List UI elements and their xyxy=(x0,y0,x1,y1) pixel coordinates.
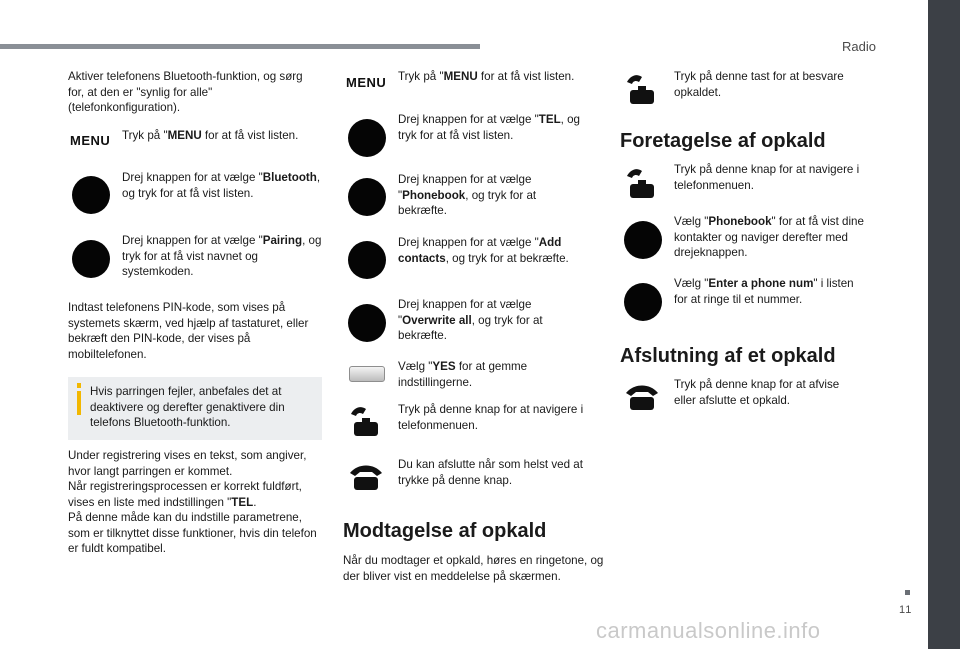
receive-call-text: Når du modtager et opkald, høres en ringetone, og der bliver vist en meddelelse på skærmen. xyxy=(343,554,604,583)
registration-text-2: Når registreringsprocessen er korrekt fuldført, vises en liste med indstillingen "TEL. xyxy=(68,480,302,509)
rotary-knob-icon xyxy=(72,176,110,214)
phone-pickup-icon xyxy=(624,166,660,200)
section-title: Radio xyxy=(842,39,876,54)
end-call-text: Tryk på denne knap for at afvise eller afslutte et opkald. xyxy=(674,378,840,407)
step-overwrite-all: Drej knappen for at vælge "Overwrite all, og tryk for at bekræfte. xyxy=(398,298,543,343)
step-yes: Vælg "YES for at gemme indstillingerne. xyxy=(398,360,528,389)
rotary-knob-icon xyxy=(348,241,386,279)
heading-end-call: Afslutning af et opkald xyxy=(620,345,836,367)
rotary-knob-icon xyxy=(624,283,662,321)
phonebook-text: Vælg "Phonebook" for at få vist dine kontakter og naviger derefter med drejeknappen. xyxy=(674,215,864,260)
enter-number-text: Vælg "Enter a phone num" i listen for at ringe til et nummer. xyxy=(674,277,854,306)
step-menu: Tryk på "MENU for at få vist listen. xyxy=(398,70,575,83)
info-icon xyxy=(74,383,84,415)
navigate-text: Tryk på denne knap for at navigere i telefonmenuen. xyxy=(674,163,860,192)
registration-text-1: Under registrering vises en tekst, som angiver, hvor langt parringen er kommet. xyxy=(68,449,307,478)
rotary-knob-icon xyxy=(348,178,386,216)
phone-hangup-icon xyxy=(348,463,384,491)
yes-button-icon xyxy=(349,366,385,382)
registration-text-3: På denne måde kan du indstille parametrene, som er tilknyttet disse funktioner, hvis din telefon er fuldt kompatibel. xyxy=(68,511,317,556)
menu-button-icon: MENU xyxy=(70,133,111,148)
step-pairing: Drej knappen for at vælge "Pairing, og tryk for at få vist navnet og systemkoden. xyxy=(122,234,322,279)
rotary-knob-icon xyxy=(348,304,386,342)
menu-button-icon: MENU xyxy=(346,75,387,90)
page-marker xyxy=(905,590,910,595)
heading-receive-call: Modtagelse af opkald xyxy=(343,520,547,542)
phone-pickup-icon xyxy=(348,404,384,438)
answer-text: Tryk på denne tast for at besvare opkaldet. xyxy=(674,70,844,99)
step-phonebook: Drej knappen for at vælge "Phonebook, og tryk for at bekræfte. xyxy=(398,173,537,218)
pin-text: Indtast telefonens PIN-kode, som vises på systemets skærm, ved hjælp af tastaturet, eller bekræft den PIN-kode, der vises på mobiltelefonen. xyxy=(68,301,309,361)
heading-make-call: Foretagelse af opkald xyxy=(620,130,826,152)
rotary-knob-icon xyxy=(624,221,662,259)
watermark: carmanualsonline.info xyxy=(596,618,821,643)
header-rule xyxy=(0,44,480,49)
step-tel: Drej knappen for at vælge "TEL, og tryk for at få vist listen. xyxy=(398,113,580,142)
side-tab xyxy=(928,0,960,649)
info-box xyxy=(68,377,322,440)
step-add-contacts: Drej knappen for at vælge "Add contacts, og tryk for at bekræfte. xyxy=(398,236,569,265)
phone-hangup-icon xyxy=(624,383,660,411)
step-exit: Du kan afslutte når som helst ved at trykke på denne knap. xyxy=(398,458,583,487)
phone-pickup-icon xyxy=(624,72,660,106)
rotary-knob-icon xyxy=(72,240,110,278)
step-navigate: Tryk på denne knap for at navigere i telefonmenuen. xyxy=(398,403,584,432)
step-bluetooth: Drej knappen for at vælge "Bluetooth, og tryk for at få vist listen. xyxy=(122,171,321,200)
step-menu: Tryk på "MENU for at få vist listen. xyxy=(122,129,299,142)
rotary-knob-icon xyxy=(348,119,386,157)
page-number: 11 xyxy=(899,604,913,616)
intro-text: Aktiver telefonens Bluetooth-funktion, og sørg for, at den er "synlig for alle" (telefonkonfiguration). xyxy=(68,70,303,115)
info-text: Hvis parringen fejler, anbefales det at deaktivere og derefter genaktivere din telefons Bluetooth-funktion. xyxy=(90,385,285,430)
